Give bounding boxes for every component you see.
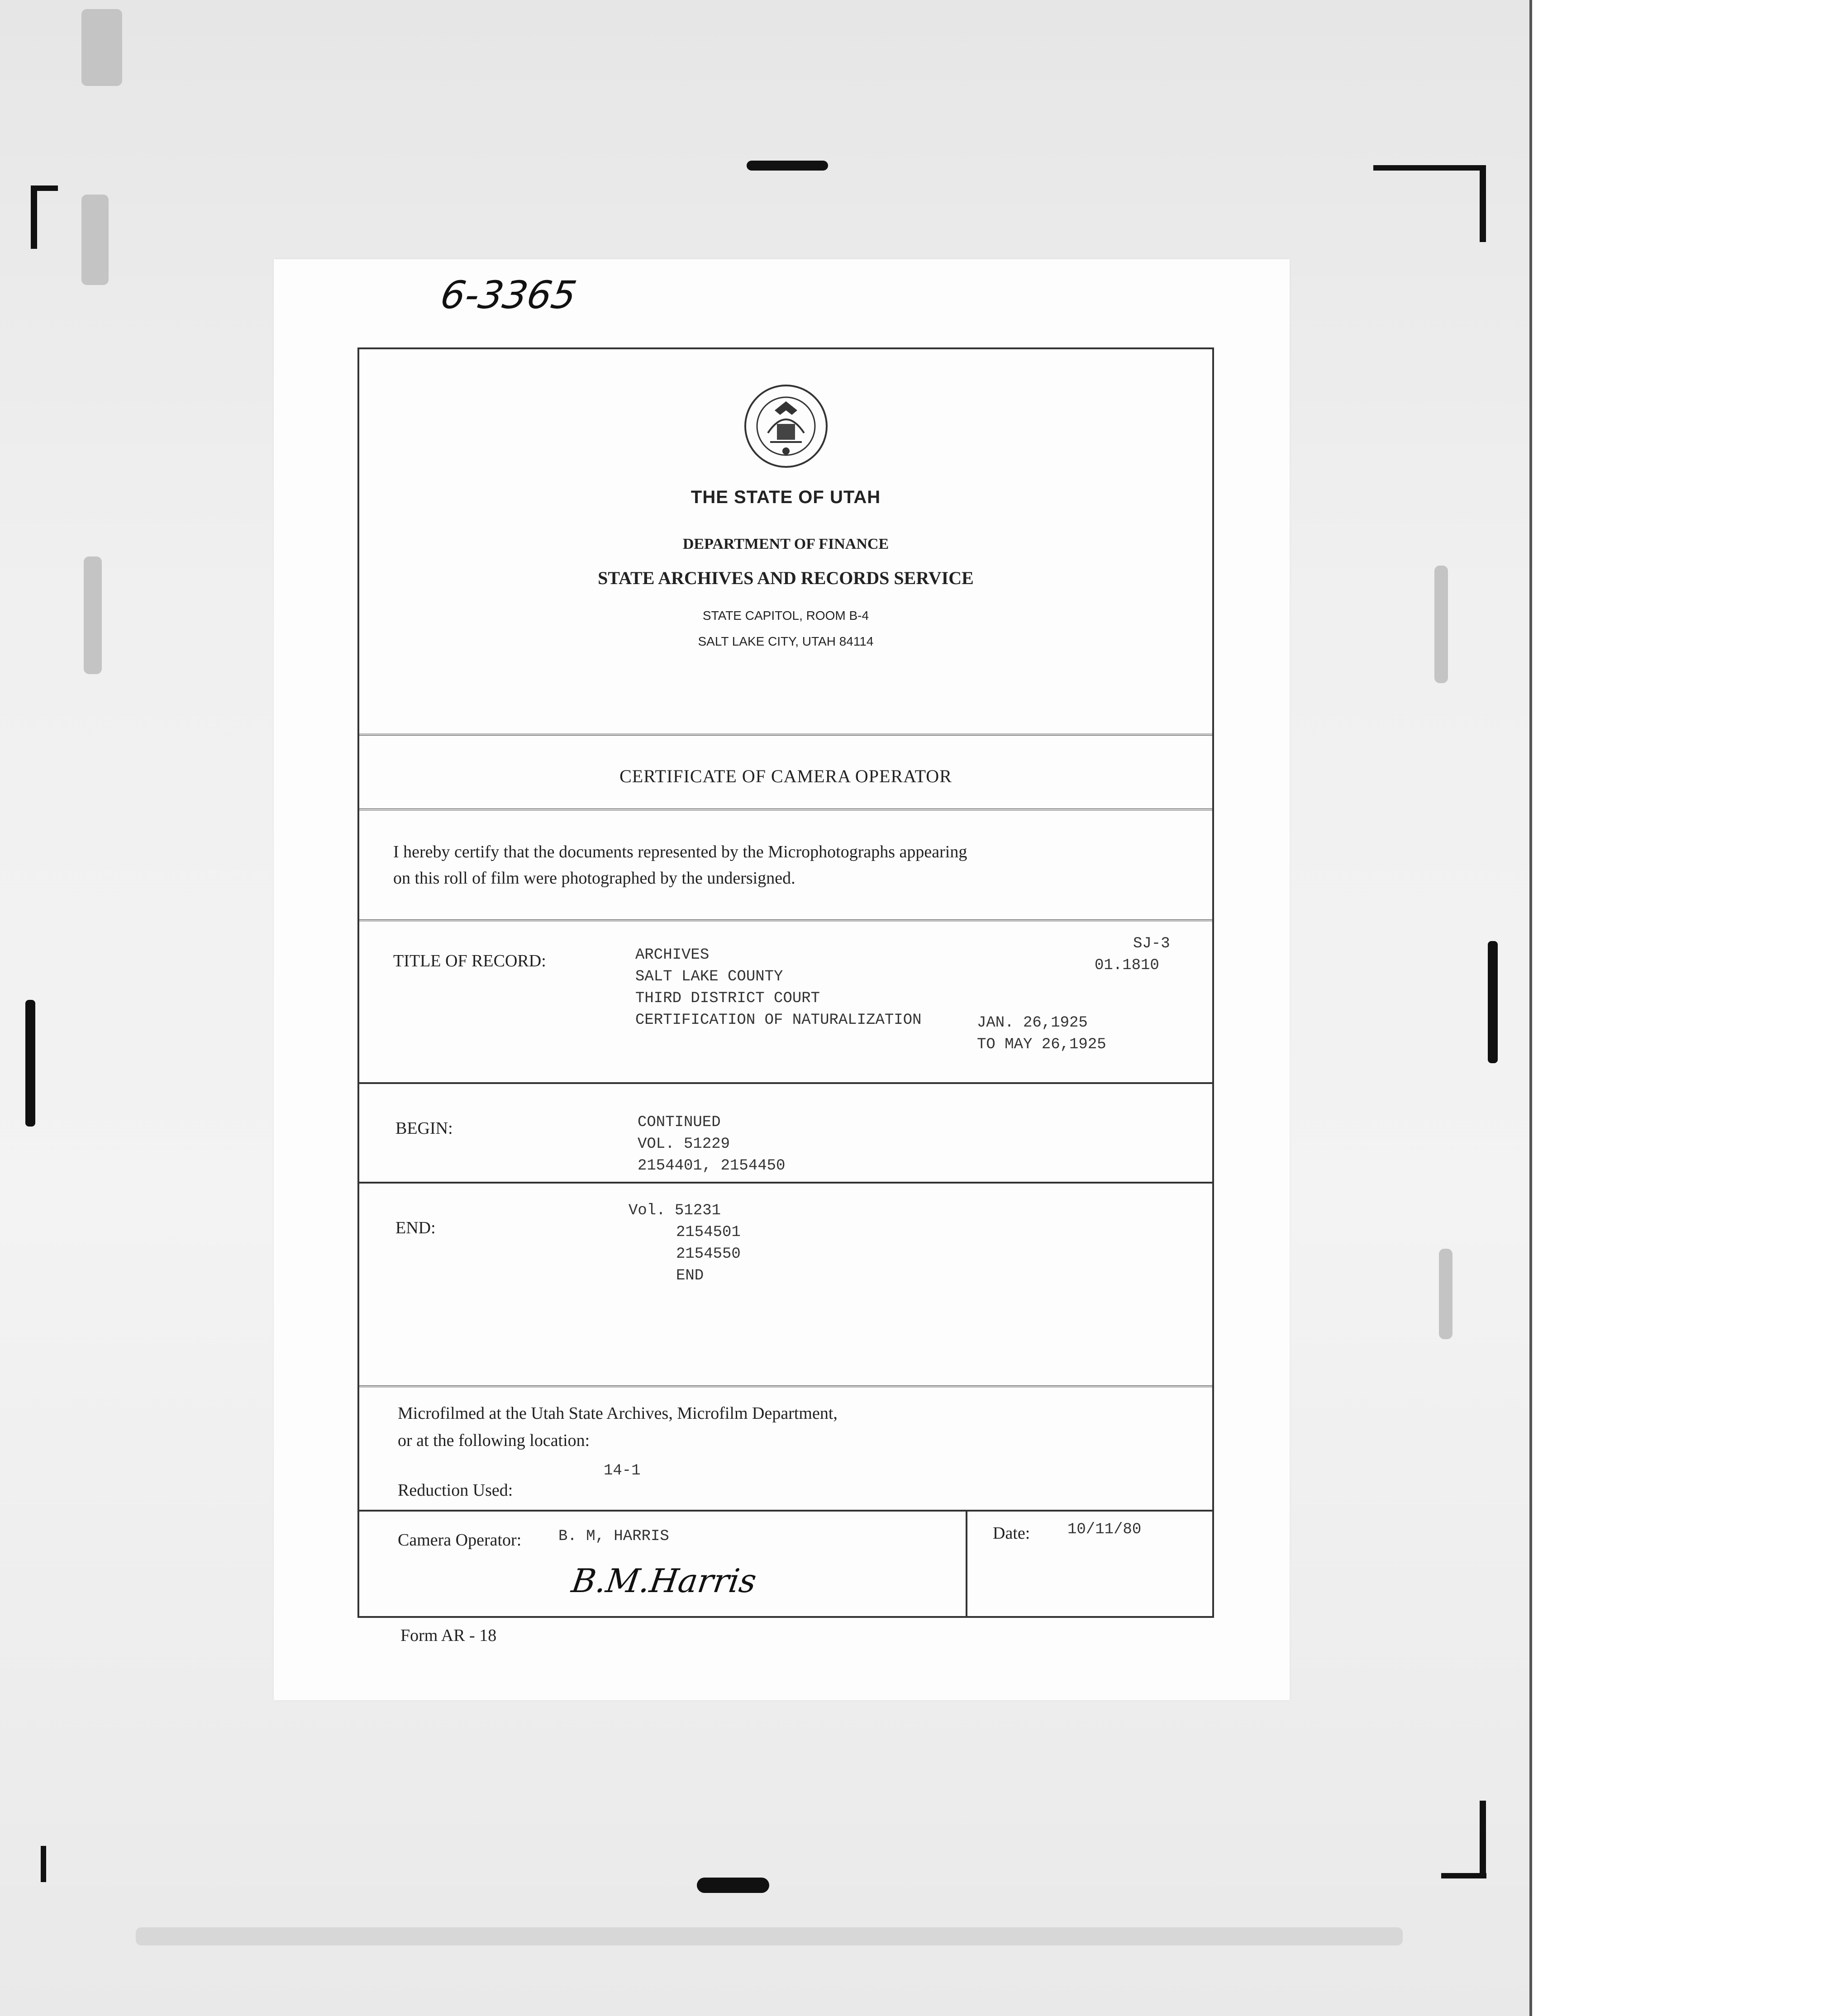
microfilmed-line-1: Microfilmed at the Utah State Archives, Microfilm Department,	[398, 1404, 838, 1423]
side-mark	[1488, 941, 1498, 1063]
certification-statement	[393, 839, 1162, 891]
center-mark	[747, 161, 828, 171]
crop-mark	[1480, 1801, 1486, 1878]
center-mark	[697, 1878, 769, 1893]
divider	[359, 1385, 1212, 1390]
date-label: Date:	[993, 1524, 1030, 1543]
crop-mark	[41, 1846, 46, 1882]
state-seal-icon	[743, 383, 829, 469]
handwritten-number: 6-3365	[437, 273, 580, 317]
camera-operator-signature: B.M.Harris	[569, 1562, 759, 1600]
camera-operator-label: Camera Operator:	[398, 1531, 522, 1550]
title-line: ARCHIVES	[635, 946, 710, 964]
film-edge	[1529, 0, 1843, 2016]
begin-label: BEGIN:	[395, 1119, 453, 1138]
divider	[966, 1510, 967, 1616]
side-mark	[25, 1000, 35, 1127]
divider	[359, 919, 1212, 924]
ghost-mark	[81, 195, 109, 285]
state-title: THE STATE OF UTAH	[691, 487, 881, 507]
divider	[359, 1182, 1212, 1184]
end-line: 2154501	[676, 1224, 741, 1241]
divider	[359, 808, 1212, 813]
begin-line: 2154401, 2154450	[638, 1157, 786, 1174]
crop-mark	[31, 185, 58, 191]
camera-operator-name: B. M, HARRIS	[558, 1528, 669, 1545]
certificate-page	[274, 259, 1290, 1700]
certificate-title: CERTIFICATE OF CAMERA OPERATOR	[619, 766, 952, 786]
department-name: DEPARTMENT OF FINANCE	[682, 536, 889, 552]
certification-line-1: I hereby certify that the documents represented by the Microphotographs appearing	[393, 842, 967, 861]
ghost-mark	[81, 9, 122, 86]
date-range-from: JAN. 26,1925	[977, 1014, 1088, 1032]
reduction-label: Reduction Used:	[398, 1481, 513, 1500]
divider	[359, 1082, 1212, 1084]
title-of-record-label: TITLE OF RECORD:	[393, 951, 546, 970]
divider	[359, 1510, 1212, 1512]
series-number: 01.1810	[1095, 957, 1159, 974]
ghost-mark	[84, 556, 102, 674]
crop-mark	[1373, 165, 1482, 171]
address-line-2: SALT LAKE CITY, UTAH 84114	[698, 634, 874, 648]
begin-line: CONTINUED	[638, 1114, 721, 1131]
ghost-mark	[1434, 566, 1448, 683]
ghost-mark	[1439, 1249, 1452, 1339]
crop-mark	[1441, 1873, 1486, 1878]
title-line: SALT LAKE COUNTY	[635, 968, 783, 985]
reduction-value: 14-1	[604, 1462, 641, 1479]
series-code: SJ-3	[1133, 935, 1170, 952]
ghost-mark	[136, 1927, 1403, 1945]
service-name: STATE ARCHIVES AND RECORDS SERVICE	[598, 568, 974, 588]
crop-mark	[1480, 165, 1486, 242]
divider	[359, 734, 1212, 738]
microfilmed-line-2: or at the following location:	[398, 1431, 590, 1450]
certification-line-2: on this roll of film were photographed by the undersigned.	[393, 869, 795, 888]
title-line: THIRD DISTRICT COURT	[635, 990, 820, 1007]
certificate-form	[357, 347, 1214, 1618]
title-line: CERTIFICATION OF NATURALIZATION	[635, 1012, 922, 1029]
end-label: END:	[395, 1218, 436, 1237]
crop-mark	[31, 185, 37, 249]
end-volume: Vol. 51231	[629, 1202, 721, 1219]
date-range-to: TO MAY 26,1925	[977, 1036, 1106, 1053]
end-line: END	[676, 1267, 704, 1284]
end-line: 2154550	[676, 1246, 741, 1263]
address-line-1: STATE CAPITOL, ROOM B-4	[702, 609, 869, 623]
date-value: 10/11/80	[1067, 1521, 1142, 1538]
begin-line: VOL. 51229	[638, 1136, 730, 1153]
form-number: Form AR - 18	[400, 1626, 497, 1645]
